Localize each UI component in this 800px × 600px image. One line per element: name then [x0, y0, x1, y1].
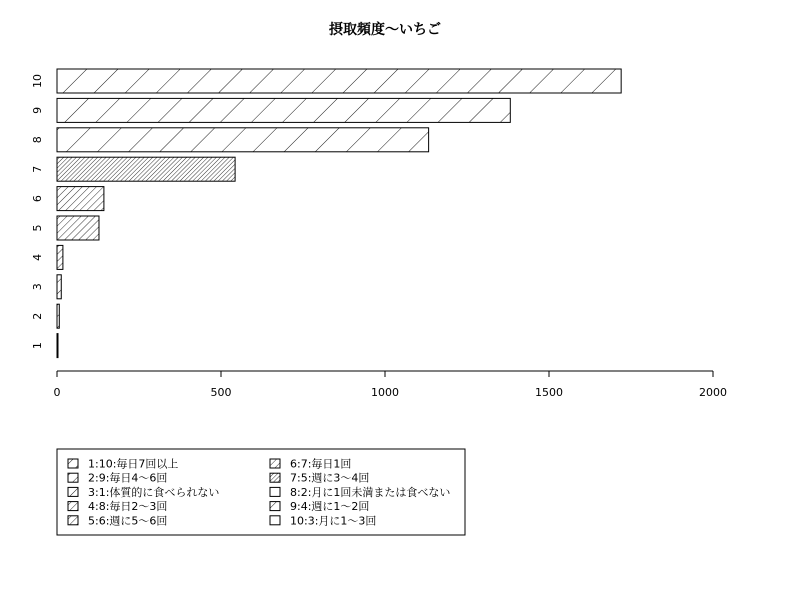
- x-tick-label-2000: 2000: [699, 386, 727, 399]
- legend-swatch-3: [68, 487, 78, 496]
- x-tick-label-500: 500: [210, 386, 232, 399]
- y-tick-label-10: 10: [31, 74, 44, 88]
- legend-swatch-4: [68, 502, 78, 511]
- chart-title: 摂取頻度〜いちご: [329, 22, 441, 38]
- y-tick-label-9: 9: [31, 106, 44, 114]
- y-tick-label-1: 1: [31, 342, 44, 350]
- legend-swatch-7: [270, 473, 280, 482]
- bar-6: [57, 187, 104, 211]
- legend-label-4: 4:8:毎日2〜3回: [88, 500, 168, 514]
- bar-9: [57, 98, 510, 122]
- y-tick-label-2: 2: [31, 312, 44, 320]
- x-tick-label-1000: 1000: [371, 386, 399, 399]
- y-tick-label-5: 5: [31, 224, 44, 232]
- legend-swatch-9: [270, 502, 280, 511]
- y-tick-label-8: 8: [31, 136, 44, 144]
- bar-3: [57, 275, 61, 299]
- y-tick-label-7: 7: [31, 165, 44, 173]
- legend-swatch-5: [68, 516, 78, 525]
- bar-4: [57, 245, 63, 269]
- legend-swatch-6: [270, 459, 280, 468]
- y-axis: [31, 74, 44, 349]
- legend-items: [68, 457, 450, 528]
- legend-label-8: 8:2:月に1回未満または食べない: [290, 485, 451, 499]
- legend-swatch-8: [270, 487, 280, 496]
- legend-label-10: 10:3:月に1〜3回: [290, 514, 377, 528]
- x-tick-label-0: 0: [53, 386, 61, 399]
- legend-label-2: 2:9:毎日4〜6回: [88, 471, 168, 485]
- legend-swatch-2: [68, 473, 78, 482]
- x-tick-label-1500: 1500: [535, 386, 563, 399]
- legend-label-7: 7:5:週に3〜4回: [290, 471, 370, 485]
- legend-label-5: 5:6:週に5〜6回: [88, 514, 168, 528]
- y-tick-label-6: 6: [31, 195, 44, 203]
- bar-7: [57, 157, 235, 181]
- legend-swatch-1: [68, 459, 78, 468]
- bar-10: [57, 69, 621, 93]
- legend-label-1: 1:10:毎日7回以上: [88, 457, 179, 471]
- x-axis: [54, 371, 728, 399]
- legend-swatch-10: [270, 516, 280, 525]
- y-tick-label-3: 3: [31, 283, 44, 291]
- y-tick-label-4: 4: [31, 253, 44, 261]
- legend-label-9: 9:4:週に1〜2回: [290, 500, 370, 514]
- bar-2: [57, 304, 59, 328]
- bar-5: [57, 216, 99, 240]
- legend-label-3: 3:1:体質的に食べられない: [88, 485, 220, 499]
- bars-group: [57, 69, 621, 358]
- bar-8: [57, 128, 429, 152]
- legend-label-6: 6:7:毎日1回: [290, 457, 352, 471]
- bar-1: [57, 334, 58, 358]
- legend: [57, 449, 465, 535]
